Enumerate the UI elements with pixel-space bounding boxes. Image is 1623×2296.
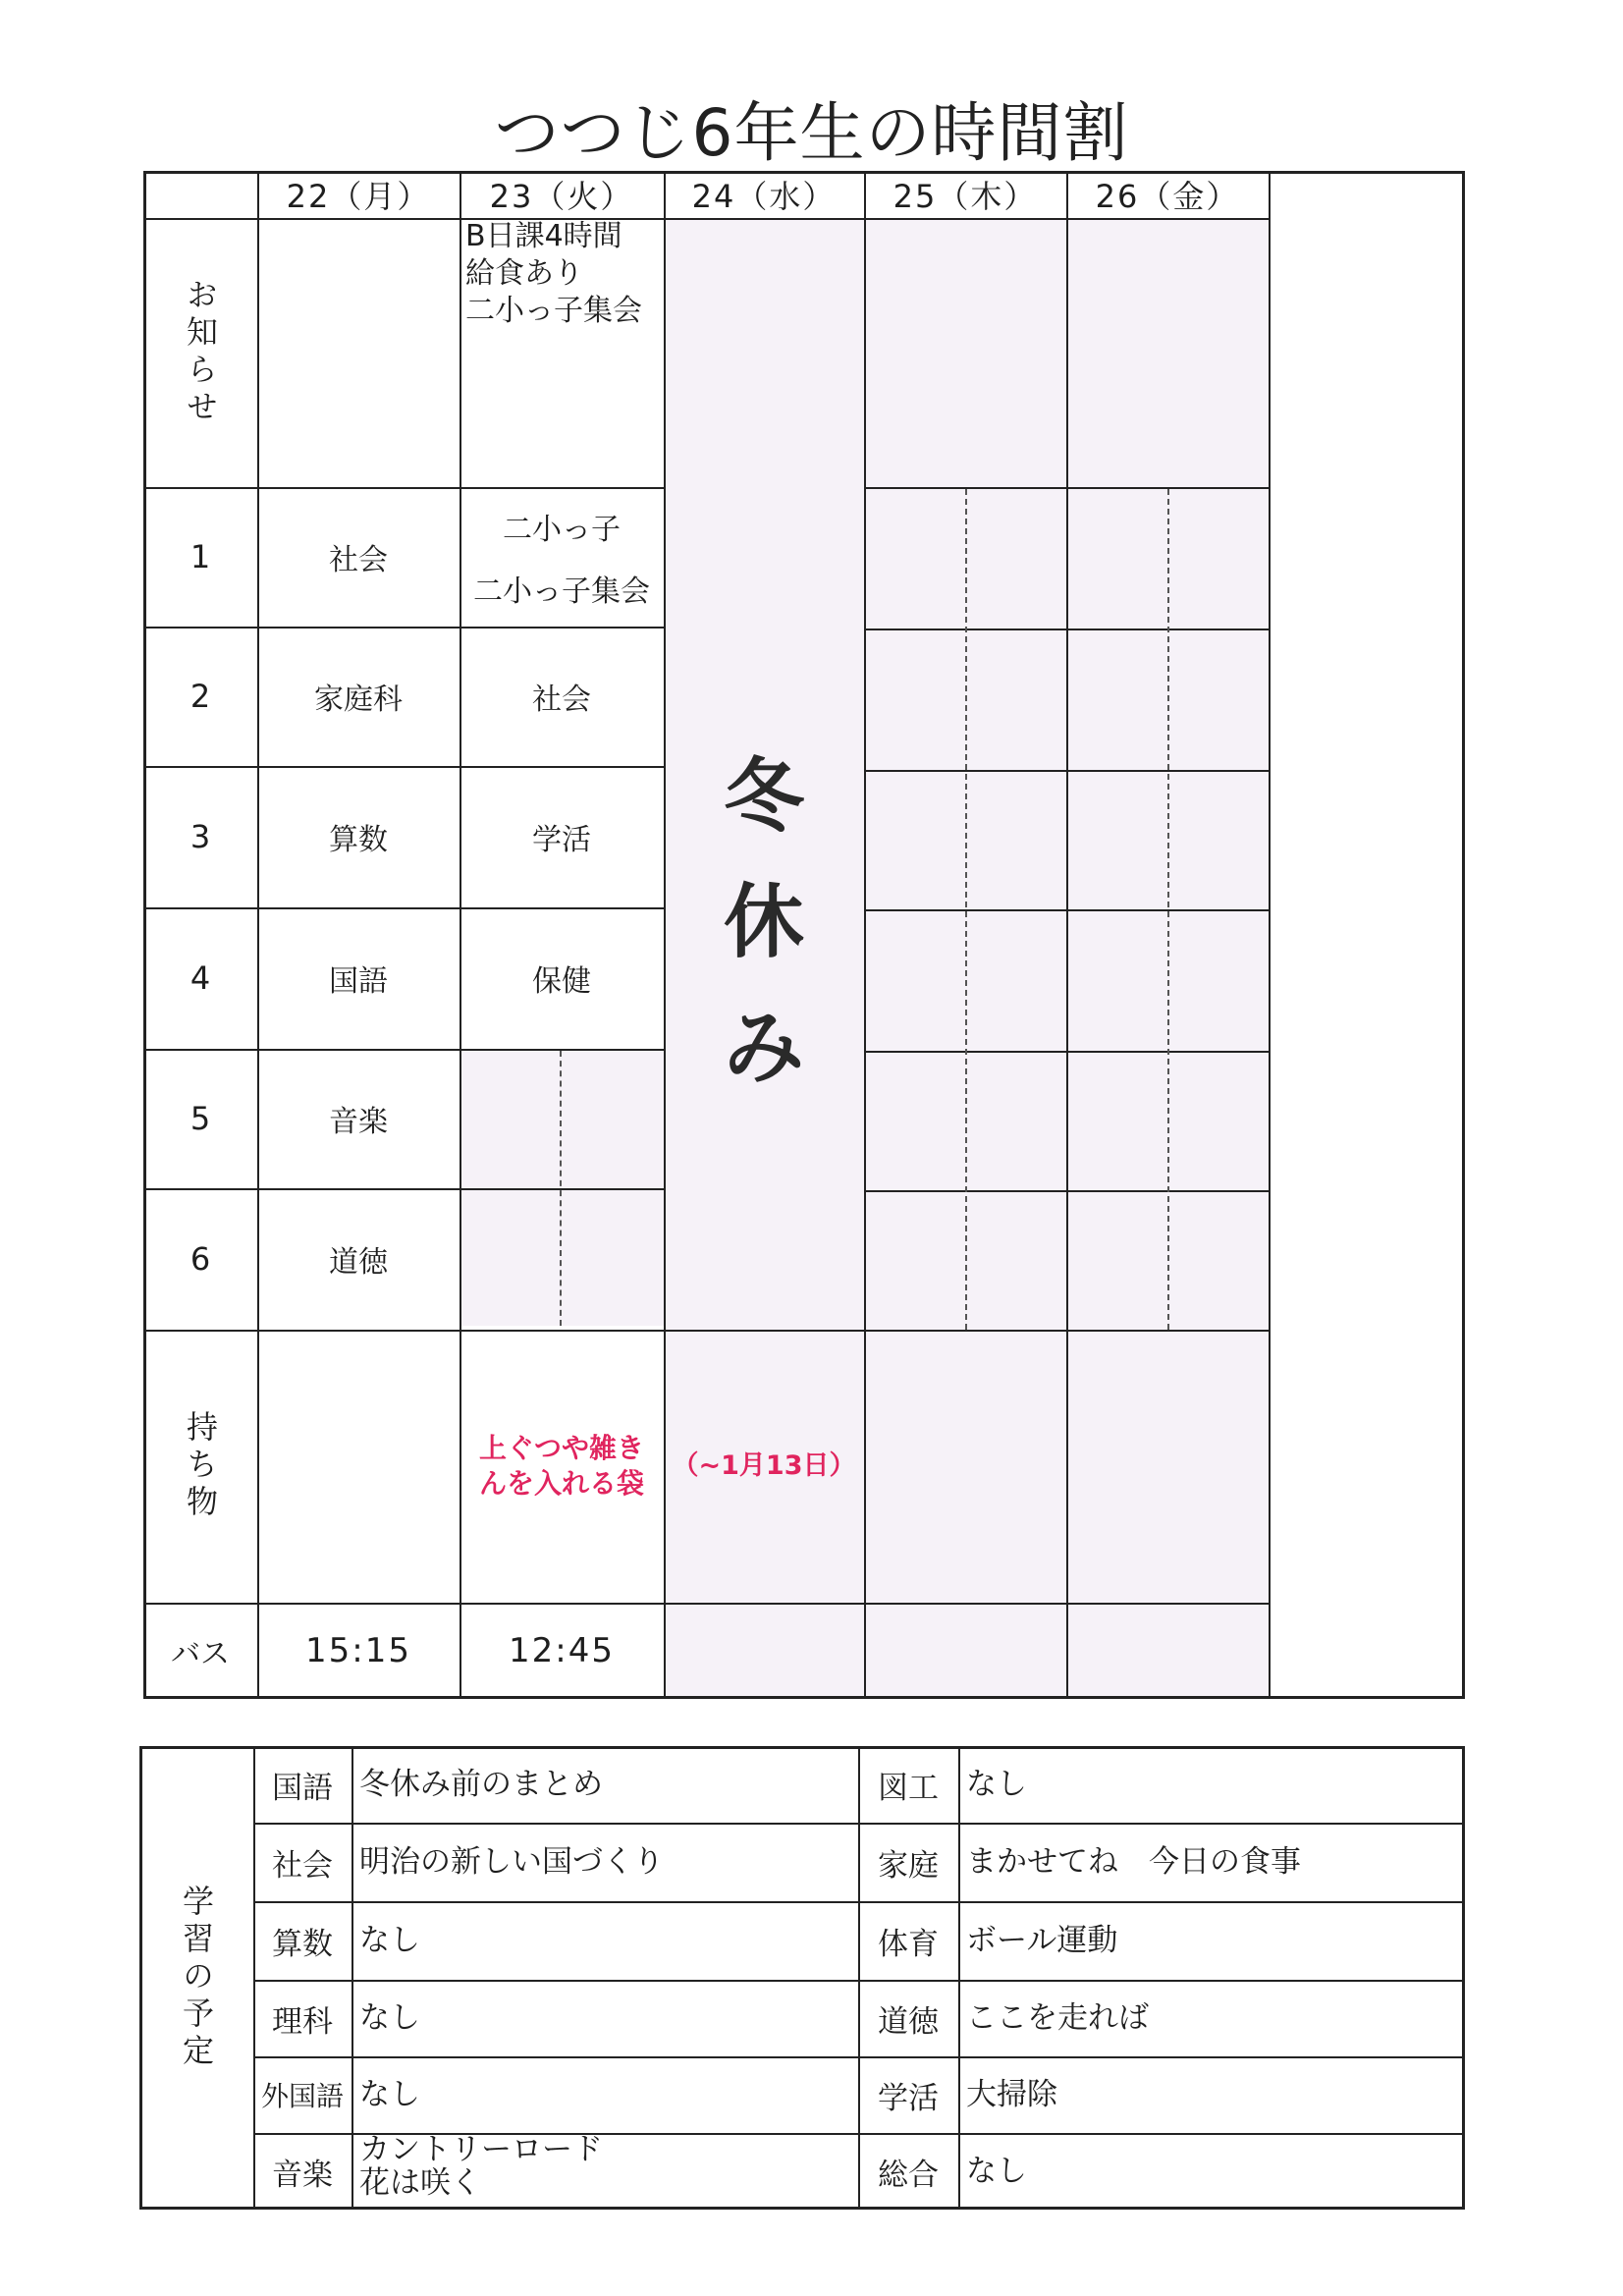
bus-mon: 15:15 (305, 1631, 411, 1670)
bus-tue: 12:45 (509, 1631, 615, 1670)
winter-break-char-1: 冬 (723, 750, 804, 844)
day-header-wed: 24（水） (691, 178, 837, 215)
page-title: つつじ6年生の時間割 (494, 95, 1129, 171)
plan-left-content-2: 明治の新しい国づくり (359, 1844, 664, 1880)
plan-right-subject-1: 図工 (878, 1770, 939, 1806)
period-1-tue (460, 487, 664, 627)
row-label-belongings-text: 持ち物 (182, 1410, 219, 1522)
plan-right-content-3: ボール運動 (966, 1923, 1118, 1958)
plan-right-subject-6: 総合 (878, 2157, 939, 2193)
plan-left-content-1: 冬休み前のまとめ (359, 1767, 603, 1802)
plan-left-content-3: なし (359, 1923, 420, 1958)
learning-plan-label-text: 学習の予定 (178, 1885, 215, 2071)
plan-right-content-4: ここを走れば (966, 2000, 1149, 2036)
learning-plan-border (139, 1746, 1465, 2210)
belongings-tue (460, 1330, 664, 1603)
plan-left-subject-3: 算数 (272, 1926, 333, 1962)
split-line-fri (1167, 489, 1169, 1330)
plan-right-subject-5: 学活 (878, 2080, 939, 2116)
period-2-tue: 社会 (532, 683, 591, 717)
period-label-4: 4 (189, 959, 211, 997)
row-label-belongings (143, 1330, 257, 1603)
day-header-thu: 25（木） (893, 178, 1038, 215)
day-header-tue: 23（火） (489, 178, 634, 215)
period-1-mon: 社会 (329, 543, 388, 577)
plan-left-subject-2: 社会 (272, 1847, 333, 1884)
period-label-5: 5 (189, 1100, 211, 1137)
plan-right-content-5: 大掃除 (966, 2077, 1057, 2112)
winter-break-char-2: 休 (723, 876, 804, 969)
row-label-notice-text: お知らせ (182, 278, 219, 427)
plan-right-content-2: まかせてね 今日の食事 (966, 1844, 1301, 1880)
belongings-mon (257, 1330, 460, 1603)
period-6-tue (460, 1188, 664, 1330)
period-4-mon: 国語 (329, 964, 388, 999)
split-line-thu (965, 489, 967, 1330)
notice-mon (257, 218, 465, 487)
plan-right-content-1: なし (966, 1767, 1027, 1802)
period-label-3: 3 (189, 818, 211, 855)
plan-left-content-6-line-1: カントリーロード (359, 2132, 603, 2167)
period-label-2: 2 (189, 678, 211, 715)
winter-break-period: （~1月13日） (672, 1450, 856, 1481)
plan-left-subject-5: 外国語 (260, 2080, 344, 2112)
row-label-notice (143, 218, 257, 487)
plan-left-subject-6: 音楽 (272, 2157, 333, 2193)
day-header-mon: 22（月） (286, 178, 431, 215)
period-6-mon: 道徳 (329, 1245, 388, 1280)
plan-left-content-4: なし (359, 2000, 420, 2036)
plan-left-content-5: なし (359, 2077, 420, 2112)
notice-tue-line-2: 給食あり (465, 256, 583, 291)
period-1-tue-line-1: 二小っ子 (503, 512, 621, 547)
period-4-tue: 保健 (532, 964, 591, 999)
notice-tue (460, 218, 670, 487)
period-1-tue-line-2: 二小っ子集会 (473, 574, 650, 609)
period-2-mon: 家庭科 (314, 683, 403, 717)
notice-tue-line-3: 二小っ子集会 (465, 294, 642, 328)
belongings-tue-line-2: んを入れる袋 (478, 1467, 644, 1500)
plan-left-subject-4: 理科 (272, 2003, 333, 2040)
plan-right-subject-3: 体育 (878, 1926, 939, 1962)
row-label-bus: バス (171, 1637, 230, 1671)
plan-right-content-6: なし (966, 2154, 1027, 2189)
period-5-mon: 音楽 (329, 1105, 388, 1139)
notice-tue-line-1: B日課4時間 (465, 219, 622, 253)
period-3-mon: 算数 (329, 823, 388, 857)
day-header-fri: 26（金） (1095, 178, 1240, 215)
plan-right-subject-4: 道徳 (878, 2003, 939, 2040)
plan-left-content-6 (352, 2133, 866, 2210)
period-label-6: 6 (189, 1240, 211, 1278)
plan-left-content-6-line-2: 花は咲く (359, 2165, 481, 2201)
belongings-tue-line-1: 上ぐつや雑き (478, 1432, 644, 1464)
plan-left-subject-1: 国語 (272, 1770, 333, 1806)
period-5-tue (460, 1049, 664, 1188)
winter-break-char-3: み (723, 1002, 804, 1095)
winter-break-label (664, 727, 864, 1120)
learning-plan-label (139, 1746, 253, 2210)
period-label-1: 1 (189, 538, 211, 575)
plan-right-subject-2: 家庭 (878, 1847, 939, 1884)
period-3-tue: 学活 (532, 823, 591, 857)
